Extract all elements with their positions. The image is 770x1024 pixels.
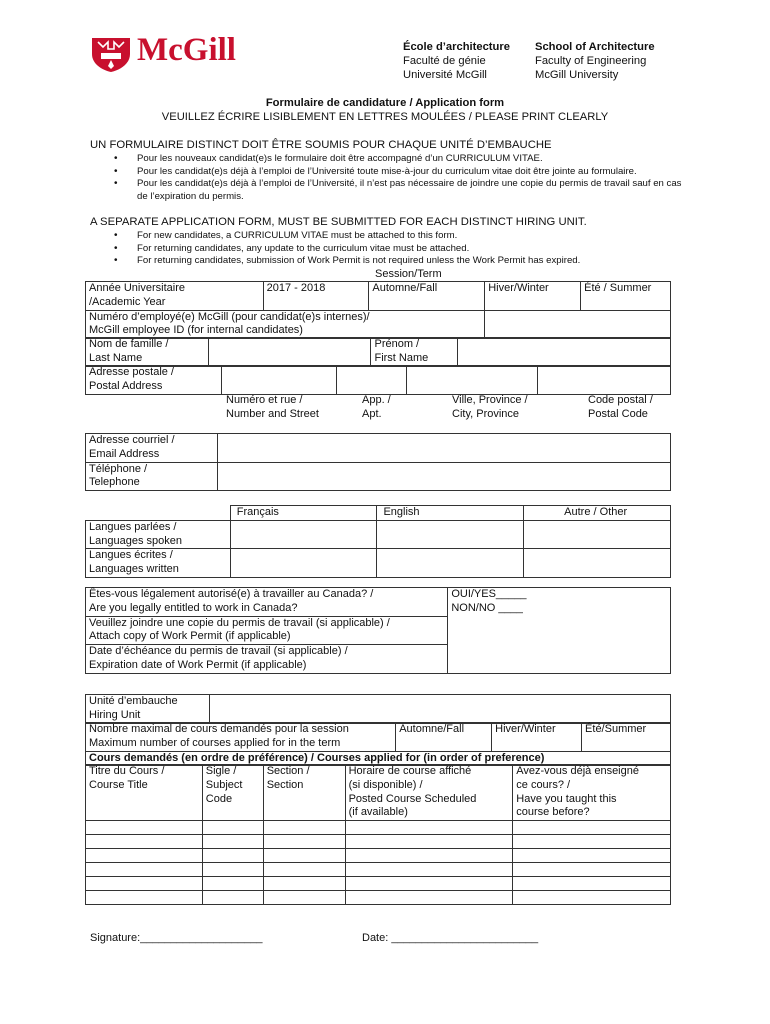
courses-heading: Cours demandés (en ordre de préférence) / Courses applied for (in order of preference) — [86, 751, 671, 766]
fr-notice-list — [90, 153, 690, 203]
academic-year-label: Année Universitaire /Academic Year — [86, 282, 264, 311]
header-en-faculty: Faculty of Engineering — [535, 55, 647, 67]
course-row[interactable] — [86, 877, 671, 891]
logo-wordmark: McGill — [137, 32, 236, 68]
apt-field[interactable] — [336, 366, 407, 395]
written-english-field[interactable] — [377, 549, 524, 578]
city-field[interactable] — [407, 366, 538, 395]
header-french-block — [403, 40, 510, 82]
header-en-university: McGill University — [535, 69, 619, 81]
lang-other-header: Autre / Other — [524, 506, 671, 521]
course-row[interactable] — [86, 835, 671, 849]
languages-table — [85, 505, 671, 578]
term-fall-cell[interactable]: Automne/Fall — [369, 282, 485, 311]
session-term-label: Session/Term — [375, 268, 442, 280]
apt-label: App. / Apt. — [362, 394, 391, 420]
mcgill-shield-icon — [90, 36, 132, 72]
hiring-unit-label: Unité d’embauche Hiring Unit — [86, 695, 210, 724]
header-fr-school: École d’architecture — [403, 41, 510, 53]
employee-id-label: Numéro d’employé(e) McGill (pour candidat(e)s internes)/ McGill employee ID (for internal candidates) — [86, 310, 485, 339]
work-authorized-label: Êtes-vous légalement autorisé(e) à travailler au Canada? / Are you legally entitled to work in Canada? — [86, 588, 448, 617]
max-courses-table — [85, 722, 671, 766]
email-field[interactable] — [217, 434, 670, 463]
personal-info-table — [85, 281, 671, 339]
work-permit-expiry-label: Date d’échéance du permis de travail (si applicable) / Expiration date of Work Permit (if applicable) — [86, 645, 448, 674]
course-row[interactable] — [86, 821, 671, 835]
header-english-block — [535, 40, 655, 82]
fr-notice-heading: UN FORMULAIRE DISTINCT DOIT ÊTRE SOUMIS POUR CHAQUE UNITÉ D’EMBAUCHE — [90, 139, 552, 151]
max-winter-field[interactable]: Hiver/Winter — [492, 723, 582, 752]
max-fall-field[interactable]: Automne/Fall — [396, 723, 492, 752]
term-winter-cell[interactable]: Hiver/Winter — [485, 282, 581, 311]
course-row[interactable] — [86, 891, 671, 905]
fr-bullet: • Pour les candidat(e)s déjà à l’emploi de l’Université, il n’est pas nécessaire de joindre une copie du permis de travail sauf en cas de l’expiration du permis. — [90, 178, 690, 203]
name-table — [85, 337, 671, 367]
max-courses-label: Nombre maximal de cours demandés pour la session Maximum number of courses applied for in the term — [86, 723, 396, 752]
max-summer-field[interactable]: Été/Summer — [582, 723, 671, 752]
spoken-french-field[interactable] — [230, 520, 377, 549]
hiring-unit-field[interactable] — [209, 695, 670, 724]
fr-bullet: • Pour les nouveaux candidat(e)s le formulaire doit être accompagné d’un CURRICULUM VITAE. — [90, 153, 690, 166]
spoken-english-field[interactable] — [377, 520, 524, 549]
lang-spoken-label: Langues parlées / Languages spoken — [86, 520, 231, 549]
form-title: Formulaire de candidature / Application form — [265, 97, 505, 109]
header-en-school: School of Architecture — [535, 41, 655, 53]
contact-table — [85, 433, 671, 491]
header-fr-university: Université McGill — [403, 69, 487, 81]
signature-field[interactable]: Signature:____________________ — [90, 932, 263, 944]
fr-bullet: • Pour les candidat(e)s déjà à l’emploi de l’Université toute mise-à-jour du curriculum vitae doit être jointe au formulaire. — [90, 166, 690, 179]
first-name-field[interactable] — [458, 338, 671, 367]
courses-table — [85, 764, 671, 905]
col-subject-code: Sigle / Subject Code — [202, 765, 263, 821]
course-row[interactable] — [86, 863, 671, 877]
last-name-field[interactable] — [208, 338, 371, 367]
lang-english-header: English — [377, 506, 524, 521]
postal-address-label: Adresse postale / Postal Address — [86, 366, 222, 395]
col-section: Section / Section — [263, 765, 345, 821]
city-label: Ville, Province / City, Province — [452, 394, 528, 420]
col-schedule: Horaire de course affiché (si disponible) / Posted Course Scheduled (if available) — [345, 765, 513, 821]
lang-written-label: Langues écrites / Languages written — [86, 549, 231, 578]
en-notice-heading: A SEPARATE APPLICATION FORM, MUST BE SUBMITTED FOR EACH DISTINCT HIRING UNIT. — [90, 216, 587, 228]
postal-address-table — [85, 365, 671, 395]
work-authorization-table — [85, 587, 671, 674]
yes-option: OUI/YES_____ — [451, 588, 527, 600]
spoken-other-field[interactable] — [524, 520, 671, 549]
postal-code-label: Code postal / Postal Code — [588, 394, 653, 420]
phone-field[interactable] — [217, 462, 670, 491]
en-bullet: • For returning candidates, submission of Work Permit is not required unless the Work Permit has expired. — [90, 255, 710, 268]
header-fr-faculty: Faculté de génie — [403, 55, 486, 67]
postal-code-field[interactable] — [538, 366, 671, 395]
employee-id-field[interactable] — [485, 310, 671, 339]
col-course-title: Titre du Cours / Course Title — [86, 765, 203, 821]
lang-french-header: Français — [230, 506, 377, 521]
street-label: Numéro et rue / Number and Street — [226, 394, 319, 420]
work-yes-no-field[interactable] — [448, 588, 671, 674]
first-name-label: Prénom / First Name — [371, 338, 458, 367]
col-taught-before: Avez-vous déjà enseigné ce cours? / Have you taught this course before? — [513, 765, 671, 821]
hiring-unit-table — [85, 694, 671, 724]
term-summer-cell[interactable]: Été / Summer — [581, 282, 671, 311]
course-row[interactable] — [86, 849, 671, 863]
en-bullet: • For returning candidates, any update to the curriculum vitae must be attached. — [90, 243, 710, 256]
date-field[interactable]: Date: ________________________ — [362, 932, 539, 944]
en-bullet: • For new candidates, a CURRICULUM VITAE must be attached to this form. — [90, 230, 710, 243]
work-permit-copy-label: Veuillez joindre une copie du permis de travail (si applicable) / Attach copy of Work Permit (if applicable) — [86, 616, 448, 645]
email-label: Adresse courriel / Email Address — [86, 434, 218, 463]
phone-label: Téléphone / Telephone — [86, 462, 218, 491]
en-notice-list — [90, 230, 710, 268]
written-french-field[interactable] — [230, 549, 377, 578]
street-field[interactable] — [221, 366, 336, 395]
last-name-label: Nom de famille / Last Name — [86, 338, 209, 367]
no-option: NON/NO ____ — [451, 601, 523, 614]
written-other-field[interactable] — [524, 549, 671, 578]
form-subtitle: VEUILLEZ ÉCRIRE LISIBLEMENT EN LETTRES MOULÉES / PLEASE PRINT CLEARLY — [161, 111, 609, 123]
academic-year-value[interactable]: 2017 - 2018 — [263, 282, 369, 311]
